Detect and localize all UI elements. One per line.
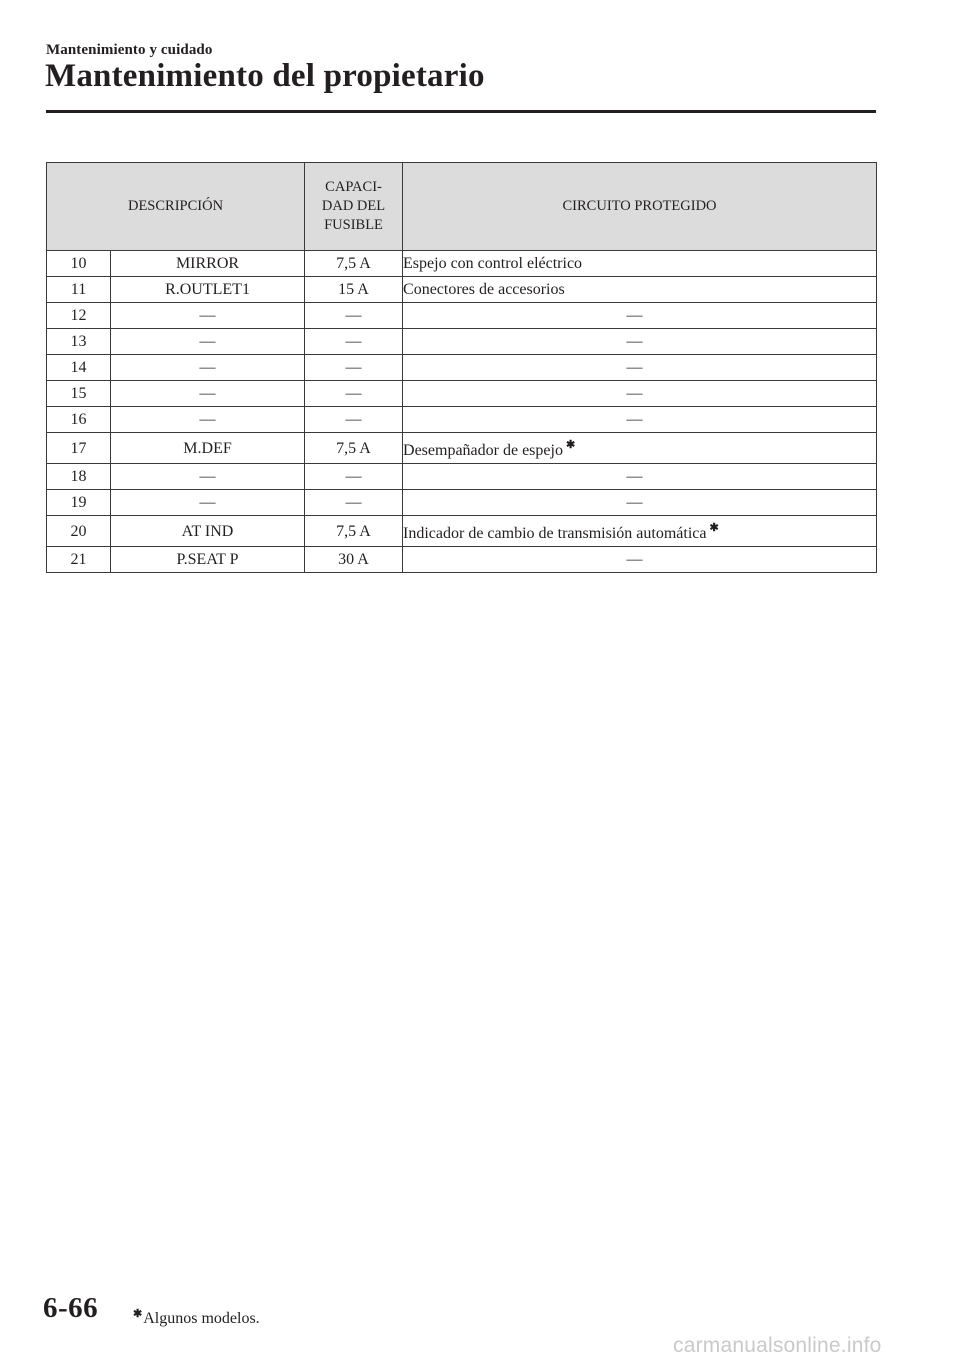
fuse-number: [47, 464, 111, 490]
protected-circuit: [403, 303, 877, 329]
protected-circuit-text: —: [626, 468, 643, 485]
fuse-capacity-text: —: [345, 307, 362, 324]
protected-circuit-text: Desempañador de espejo: [403, 442, 563, 459]
header-capacity-line: FUSIBLE: [324, 217, 383, 233]
header-capacity-line: DAD DEL: [321, 198, 386, 214]
table-row: [47, 516, 877, 547]
fuse-description-text: —: [199, 494, 216, 511]
table-row: [47, 381, 877, 407]
fuse-number: [47, 329, 111, 355]
fuse-capacity: [305, 277, 403, 303]
protected-circuit-text: —: [626, 494, 643, 511]
watermark: carmanualsonline.info: [673, 1334, 882, 1357]
fuse-capacity-text: —: [345, 468, 362, 485]
table-row: [47, 303, 877, 329]
footnote: [133, 1307, 260, 1328]
fuse-description-text: R.OUTLET1: [165, 281, 250, 298]
table-row: [47, 329, 877, 355]
fuse-capacity-text: —: [345, 494, 362, 511]
fuse-description: [111, 516, 305, 547]
header-capacity: [305, 163, 403, 251]
fuse-table-header: [47, 163, 877, 251]
asterisk-icon: ✱: [565, 439, 576, 451]
protected-circuit-text: —: [626, 411, 643, 428]
fuse-description: [111, 490, 305, 516]
table-row: [47, 251, 877, 277]
fuse-description: [111, 355, 305, 381]
protected-circuit-text: —: [626, 359, 643, 376]
fuse-capacity: [305, 251, 403, 277]
fuse-description-text: —: [199, 468, 216, 485]
fuse-description: [111, 329, 305, 355]
fuse-number: [47, 407, 111, 433]
table-row: [47, 464, 877, 490]
protected-circuit-text: Espejo con control eléctrico: [403, 255, 583, 272]
fuse-number-text: 17: [70, 439, 87, 457]
fuse-description-text: —: [199, 359, 216, 376]
fuse-capacity: [305, 516, 403, 547]
protected-circuit: [403, 433, 877, 464]
fuse-description-text: —: [199, 385, 216, 402]
fuse-number: [47, 251, 111, 277]
fuse-description: [111, 407, 305, 433]
fuse-capacity: [305, 490, 403, 516]
protected-circuit-text: Conectores de accesorios: [403, 281, 565, 298]
fuse-capacity-text: 7,5 A: [336, 255, 371, 272]
fuse-number-text: 18: [70, 468, 87, 485]
fuse-number: [47, 303, 111, 329]
fuse-number-text: 13: [70, 333, 87, 350]
protected-circuit-text: —: [626, 551, 643, 568]
header-description: DESCRIPCIÓN: [47, 163, 305, 251]
fuse-capacity-text: —: [345, 333, 362, 350]
header-capacity-line: CAPACI-: [325, 179, 382, 195]
fuse-table-body: [47, 251, 877, 573]
fuse-number: [47, 381, 111, 407]
fuse-capacity: [305, 303, 403, 329]
fuse-number: [47, 490, 111, 516]
fuse-number: [47, 516, 111, 547]
fuse-number: [47, 547, 111, 573]
fuse-capacity-text: —: [345, 385, 362, 402]
fuse-capacity: [305, 329, 403, 355]
fuse-capacity-text: 15 A: [338, 281, 369, 298]
fuse-capacity: [305, 433, 403, 464]
fuse-number-text: 16: [70, 411, 87, 428]
fuse-capacity-text: 7,5 A: [336, 439, 371, 457]
footnote-text: Algunos modelos.: [143, 1310, 260, 1327]
fuse-number-text: 20: [70, 522, 87, 540]
protected-circuit: [403, 329, 877, 355]
fuse-number: [47, 433, 111, 464]
table-row: [47, 355, 877, 381]
fuse-capacity: [305, 381, 403, 407]
fuse-table: [46, 162, 877, 573]
header-circuit: CIRCUITO PROTEGIDO: [403, 163, 877, 251]
fuse-description-text: —: [199, 411, 216, 428]
fuse-description-text: AT IND: [181, 522, 234, 540]
table-row: [47, 547, 877, 573]
fuse-description: [111, 381, 305, 407]
fuse-description: [111, 251, 305, 277]
fuse-number: [47, 277, 111, 303]
title-divider: [46, 110, 876, 113]
page-number: 6-66: [43, 1292, 99, 1324]
fuse-description-text: M.DEF: [183, 439, 232, 457]
table-row: [47, 433, 877, 464]
protected-circuit-text: —: [626, 385, 643, 402]
fuse-capacity-text: —: [345, 411, 362, 428]
fuse-description: [111, 464, 305, 490]
fuse-description-text: MIRROR: [175, 255, 240, 272]
protected-circuit: [403, 251, 877, 277]
fuse-number-text: 11: [70, 281, 87, 298]
fuse-number-text: 14: [70, 359, 87, 376]
table-row: [47, 407, 877, 433]
fuse-capacity: [305, 547, 403, 573]
fuse-number-text: 12: [70, 307, 87, 324]
fuse-capacity-text: —: [345, 359, 362, 376]
fuse-number-text: 15: [70, 385, 87, 402]
protected-circuit: [403, 516, 877, 547]
fuse-description: [111, 433, 305, 464]
page-title: Mantenimiento del propietario: [45, 58, 485, 94]
fuse-capacity-text: 30 A: [338, 551, 369, 568]
fuse-description-text: —: [199, 333, 216, 350]
fuse-description: [111, 277, 305, 303]
protected-circuit: [403, 547, 877, 573]
fuse-number-text: 19: [70, 494, 87, 511]
fuse-capacity: [305, 464, 403, 490]
fuse-description: [111, 303, 305, 329]
table-row: [47, 277, 877, 303]
asterisk-icon: ✱: [133, 1308, 143, 1320]
asterisk-icon: ✱: [709, 522, 719, 534]
fuse-number-text: 21: [70, 551, 87, 568]
protected-circuit-text: —: [626, 333, 643, 350]
fuse-number: [47, 355, 111, 381]
fuse-number-text: 10: [70, 255, 87, 272]
fuse-capacity: [305, 407, 403, 433]
protected-circuit-text: Indicador de cambio de transmisión automática: [403, 525, 707, 542]
protected-circuit: [403, 355, 877, 381]
fuse-capacity-text: 7,5 A: [336, 522, 371, 540]
table-row: [47, 490, 877, 516]
protected-circuit: [403, 464, 877, 490]
section-label: Mantenimiento y cuidado: [46, 42, 213, 58]
fuse-capacity: [305, 355, 403, 381]
protected-circuit: [403, 381, 877, 407]
fuse-description-text: P.SEAT P: [176, 551, 239, 568]
fuse-description-text: —: [199, 307, 216, 324]
protected-circuit: [403, 407, 877, 433]
protected-circuit: [403, 490, 877, 516]
protected-circuit-text: —: [626, 307, 643, 324]
protected-circuit: [403, 277, 877, 303]
fuse-description: [111, 547, 305, 573]
